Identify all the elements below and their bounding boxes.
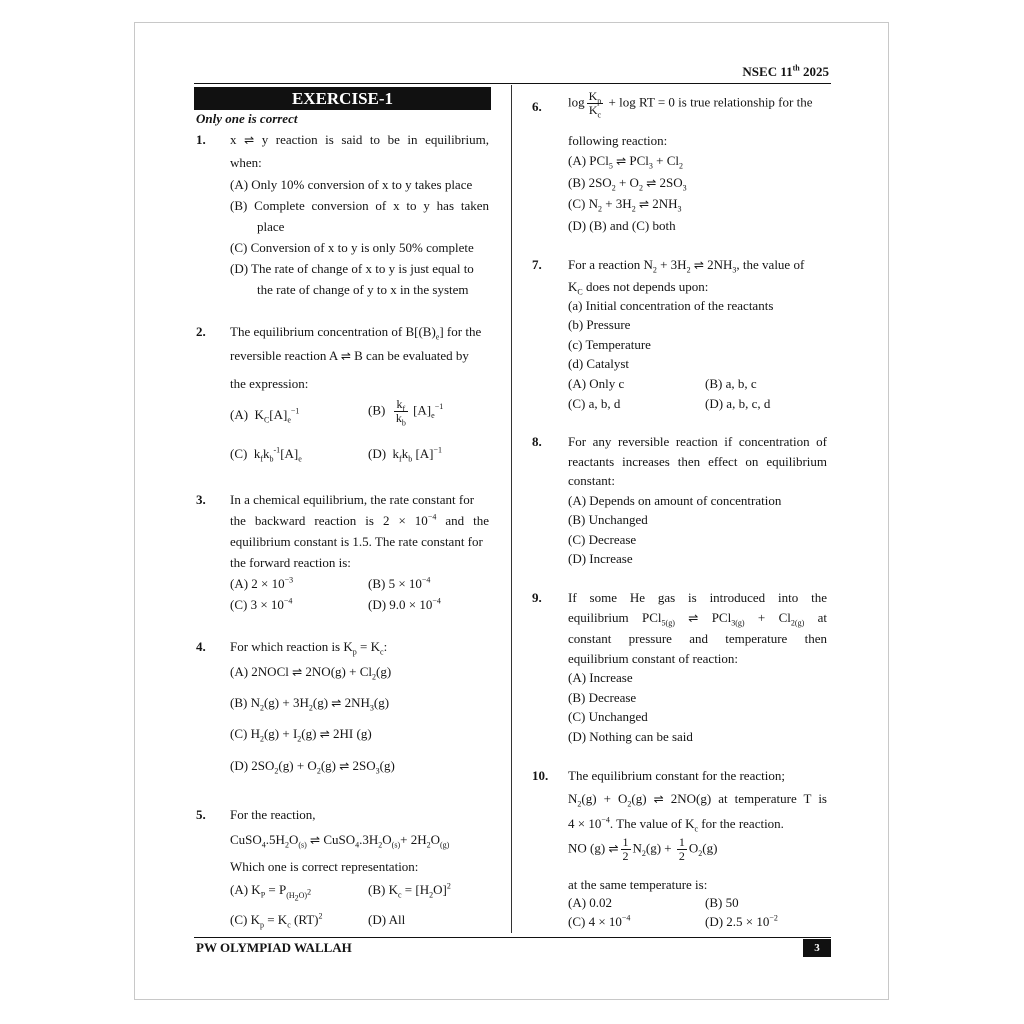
question-text: $CuSO_4.5H_2O_{(s)}$ ⇌ $CuSO_4.3H_2O_{(s)}+ 2H_2O_{(g)}$ bbox=[230, 832, 450, 850]
option-b: (B) Decrease bbox=[568, 690, 637, 705]
question-number: 4. bbox=[196, 639, 206, 654]
question-text: For which reaction is $K_p = K_c$: bbox=[230, 639, 388, 657]
option-c: (C) Decrease bbox=[568, 532, 637, 547]
option-a: (A) $K_C[A]_e^{-1}$ bbox=[230, 406, 300, 425]
question-text: when: bbox=[230, 155, 262, 170]
question-number: 5. bbox=[196, 807, 206, 822]
question-text: Which one is correct representation: bbox=[230, 859, 419, 874]
option-d: (D) $9.0 \times 10^{-4}$ bbox=[368, 596, 441, 612]
question-text: x ⇌ y reaction is said to be in equilibrium, bbox=[230, 132, 489, 147]
question-number: 2. bbox=[196, 324, 206, 339]
option-c: (C) $k_fk_b^{-1}[A]_e$ bbox=[230, 445, 302, 464]
question-number: 1. bbox=[196, 132, 206, 147]
question-text: For a reaction $N_2 + 3H_2$ ⇌ $2NH_3$, the value of bbox=[568, 257, 805, 275]
exercise-banner: EXERCISE-1 bbox=[194, 87, 491, 110]
question-text: For any reversible reaction if concentration of bbox=[568, 434, 827, 449]
option-d-cont: the rate of change of y to x in the system bbox=[257, 282, 469, 297]
option-b: (B) Unchanged bbox=[568, 512, 648, 527]
column-divider bbox=[511, 85, 512, 933]
option-b: (B) $\frac{k_f}{k_b}$ $[A]_e^{-1}$ bbox=[368, 397, 444, 428]
sub-item-d: (d) Catalyst bbox=[568, 356, 630, 371]
option-d: (D) $2.5 \times 10^{-2}$ bbox=[705, 913, 778, 929]
question-text: If some He gas is introduced into the bbox=[568, 590, 827, 605]
option-a: (A) $K_P = P_{(H_2O)^2}$ bbox=[230, 882, 312, 903]
option-a: (A) 2NOCl ⇌ $2NO(g) + Cl_2(g)$ bbox=[230, 664, 392, 682]
question-text: at the same temperature is: bbox=[568, 877, 708, 892]
option-b: (B) $K_c = [H_2O]^2$ bbox=[368, 881, 451, 900]
option-a: (A) Increase bbox=[568, 670, 633, 685]
option-a: (A) 0.02 bbox=[568, 895, 613, 910]
question-text: constant: bbox=[568, 473, 615, 488]
question-number: 6. bbox=[532, 99, 542, 114]
footer-brand: PW OLYMPIAD WALLAH bbox=[196, 940, 352, 955]
question-text: equilibrium PCl$_{5(g)}$ ⇌ $PCl_{3(g)} + Cl_{2(g)}$ at bbox=[568, 610, 827, 628]
question-text: the forward reaction is: bbox=[230, 555, 351, 570]
option-d: (D) Increase bbox=[568, 551, 633, 566]
sub-item-b: (b) Pressure bbox=[568, 317, 631, 332]
option-c: (C) $4 \times 10^{-4}$ bbox=[568, 913, 631, 929]
header-title: NSEC 11th 2025 bbox=[742, 63, 829, 79]
question-text: In a chemical equilibrium, the rate constant for bbox=[230, 492, 475, 507]
question-text: following reaction: bbox=[568, 133, 668, 148]
page-number: 3 bbox=[803, 939, 831, 957]
option-d: (D) (B) and (C) both bbox=[568, 218, 676, 233]
question-text: constant pressure and temperature then bbox=[568, 631, 827, 646]
option-c: (C) $3 \times 10^{-4}$ bbox=[230, 596, 293, 612]
option-b: (B) $2SO_2 + O_2$ ⇌ $2SO_3$ bbox=[568, 175, 687, 193]
option-b-cont: place bbox=[257, 219, 285, 234]
question-text: the backward reaction is $2 \times 10^{-4}$ and the bbox=[230, 512, 489, 528]
option-d: (D) Nothing can be said bbox=[568, 729, 693, 744]
question-text: $K_C$ does not depends upon: bbox=[568, 279, 709, 297]
question-text: the expression: bbox=[230, 376, 309, 391]
option-d: (D) $k_fk_b$ $[A]^{-1}$ bbox=[368, 445, 443, 464]
question-equation: NO (g) ⇌ $\frac{1}{2}$ $N_2(g)$ + $\frac{1}{2}$ $O_2(g)$ bbox=[568, 835, 718, 863]
option-b: (B) a, b, c bbox=[705, 376, 757, 391]
question-text: For the reaction, bbox=[230, 807, 316, 822]
option-a: (A) $2 \times 10^{-3}$ bbox=[230, 575, 294, 591]
header-rule bbox=[194, 83, 831, 84]
question-text: reversible reaction A ⇌ B can be evaluated by bbox=[230, 348, 469, 363]
question-number: 7. bbox=[532, 257, 542, 272]
option-c: (C) $K_p = K_c$ (RT)$^2$ bbox=[230, 911, 323, 930]
question-number: 3. bbox=[196, 492, 206, 507]
question-text: The equilibrium concentration of $B[(B)_e]$ for the bbox=[230, 324, 482, 342]
option-c: (C) Unchanged bbox=[568, 709, 648, 724]
option-a: (A) Only 10% conversion of x to y takes place bbox=[230, 177, 473, 192]
option-b: (B) Complete conversion of x to y has taken bbox=[230, 198, 489, 213]
option-d: (D) $2SO_2(g) + O_2(g)$ ⇌ $2SO_3(g)$ bbox=[230, 758, 395, 776]
option-c: (C) a, b, d bbox=[568, 396, 621, 411]
option-a: (A) Depends on amount of concentration bbox=[568, 493, 782, 508]
question-text: $4 \times 10^{-4}$. The value of $K_c$ for the reaction. bbox=[568, 815, 784, 834]
question-text: $N_2(g) + O_2(g)$ ⇌ 2NO(g) at temperature T is bbox=[568, 791, 827, 809]
option-b: (B) $5 \times 10^{-4}$ bbox=[368, 575, 431, 591]
question-text: The equilibrium constant for the reaction; bbox=[568, 768, 785, 783]
option-c: (C) $N_2 + 3H_2$ ⇌ $2NH_3$ bbox=[568, 196, 682, 214]
question-text: equilibrium constant of reaction: bbox=[568, 651, 739, 666]
question-text: reactants increases then effect on equilibrium bbox=[568, 454, 827, 469]
footer-rule bbox=[194, 937, 831, 938]
sub-item-c: (c) Temperature bbox=[568, 337, 651, 352]
option-d: (D) a, b, c, d bbox=[705, 396, 771, 411]
option-a: (A) PCl$_5$ ⇌ $PCl_3 + Cl_2$ bbox=[568, 153, 684, 171]
question-text: equilibrium constant is 1.5. The rate constant for bbox=[230, 534, 483, 549]
option-b: (B) 50 bbox=[705, 895, 739, 910]
option-d: (D) The rate of change of x to y is just equal to bbox=[230, 261, 474, 276]
option-d: (D) All bbox=[368, 912, 406, 927]
question-number: 8. bbox=[532, 434, 542, 449]
question-text: log $\frac{K_p}{K_c}$ + log RT = 0 is true relationship for the bbox=[568, 89, 813, 120]
sub-item-a: (a) Initial concentration of the reactants bbox=[568, 298, 774, 313]
option-c: (C) Conversion of x to y is only 50% complete bbox=[230, 240, 474, 255]
exercise-subtitle: Only one is correct bbox=[196, 111, 298, 126]
question-number: 9. bbox=[532, 590, 542, 605]
option-c: (C) $H_2(g) + I_2(g)$ ⇌ 2HI (g) bbox=[230, 726, 372, 744]
option-a: (A) Only c bbox=[568, 376, 625, 391]
option-b: (B) $N_2(g) + 3H_2(g)$ ⇌ $2NH_3(g)$ bbox=[230, 695, 390, 713]
question-number: 10. bbox=[532, 768, 549, 783]
